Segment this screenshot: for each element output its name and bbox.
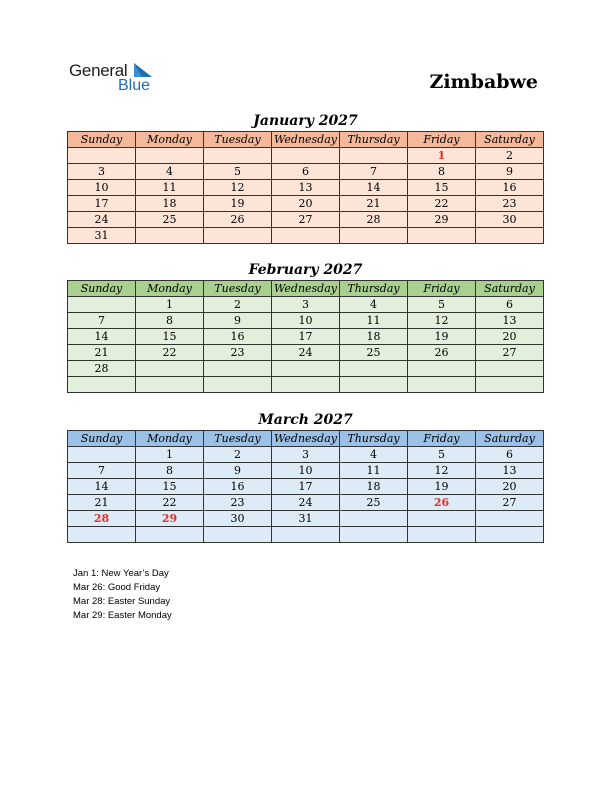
day-cell [68, 297, 136, 313]
weekday-header: Tuesday [204, 431, 272, 447]
day-cell: 28 [68, 361, 136, 377]
day-cell: 27 [476, 495, 544, 511]
weekday-header: Wednesday [272, 431, 340, 447]
week-row [68, 495, 544, 511]
weekday-header: Saturday [476, 281, 544, 297]
day-cell: 15 [136, 329, 204, 345]
day-cell: 4 [340, 297, 408, 313]
day-cell [272, 361, 340, 377]
day-cell [204, 228, 272, 244]
day-cell [408, 361, 476, 377]
month-january [67, 111, 544, 244]
holiday-item: Mar 26: Good Friday [73, 582, 161, 593]
day-cell [340, 527, 408, 543]
day-cell: 1 [136, 447, 204, 463]
day-cell: 8 [136, 313, 204, 329]
day-cell [476, 511, 544, 527]
day-cell [408, 377, 476, 393]
day-cell: 21 [340, 196, 408, 212]
day-cell: 30 [204, 511, 272, 527]
day-cell [476, 527, 544, 543]
day-cell: 26 [204, 212, 272, 228]
weekday-header: Saturday [476, 132, 544, 148]
day-cell: 25 [340, 495, 408, 511]
day-cell [476, 361, 544, 377]
day-cell: 25 [340, 345, 408, 361]
weekday-header-row [68, 281, 544, 297]
day-cell: 26 [408, 345, 476, 361]
weekday-header: Wednesday [272, 281, 340, 297]
calendar-table [67, 131, 544, 244]
day-cell: 11 [340, 463, 408, 479]
day-cell: 2 [204, 297, 272, 313]
logo-general-text: General [69, 61, 128, 80]
week-row [68, 527, 544, 543]
month-march [67, 410, 544, 543]
day-cell: 3 [272, 297, 340, 313]
day-cell [340, 361, 408, 377]
day-cell: 12 [204, 180, 272, 196]
day-cell: 19 [408, 479, 476, 495]
day-cell: 5 [204, 164, 272, 180]
month-title: January 2027 [253, 113, 358, 129]
day-cell: 20 [476, 479, 544, 495]
week-row [68, 329, 544, 345]
weekday-header: Sunday [68, 431, 136, 447]
week-row [68, 196, 544, 212]
day-cell: 1 [408, 148, 476, 164]
day-cell: 10 [272, 463, 340, 479]
day-cell: 13 [476, 463, 544, 479]
day-cell: 23 [476, 196, 544, 212]
country-title: Zimbabwe [429, 71, 538, 93]
day-cell [408, 228, 476, 244]
day-cell: 12 [408, 313, 476, 329]
day-cell: 15 [408, 180, 476, 196]
week-row [68, 148, 544, 164]
day-cell: 29 [408, 212, 476, 228]
day-cell: 22 [136, 345, 204, 361]
day-cell: 9 [204, 463, 272, 479]
day-cell: 19 [204, 196, 272, 212]
day-cell: 24 [272, 495, 340, 511]
day-cell: 4 [136, 164, 204, 180]
day-cell [476, 228, 544, 244]
day-cell: 21 [68, 345, 136, 361]
weekday-header: Saturday [476, 431, 544, 447]
day-cell [272, 228, 340, 244]
day-cell [272, 377, 340, 393]
day-cell [340, 228, 408, 244]
logo [69, 61, 169, 97]
weekday-header: Thursday [340, 132, 408, 148]
holiday-item: Jan 1: New Year’s Day [73, 568, 169, 579]
day-cell [136, 527, 204, 543]
day-cell: 31 [272, 511, 340, 527]
holiday-list [73, 567, 172, 623]
day-cell [408, 511, 476, 527]
weekday-header: Tuesday [204, 132, 272, 148]
logo-blue-text: Blue [118, 77, 151, 94]
day-cell: 16 [204, 329, 272, 345]
day-cell: 6 [272, 164, 340, 180]
day-cell: 18 [340, 329, 408, 345]
weekday-header: Wednesday [272, 132, 340, 148]
day-cell: 20 [272, 196, 340, 212]
weekday-header: Monday [136, 281, 204, 297]
day-cell: 19 [408, 329, 476, 345]
day-cell: 22 [136, 495, 204, 511]
day-cell: 10 [68, 180, 136, 196]
day-cell [136, 377, 204, 393]
day-cell: 14 [68, 329, 136, 345]
day-cell: 16 [204, 479, 272, 495]
weekday-header: Monday [136, 431, 204, 447]
day-cell: 17 [272, 479, 340, 495]
day-cell: 20 [476, 329, 544, 345]
weekday-header: Monday [136, 132, 204, 148]
weekday-header-row [68, 431, 544, 447]
day-cell: 26 [408, 495, 476, 511]
day-cell: 18 [340, 479, 408, 495]
month-title: February 2027 [248, 262, 363, 278]
calendar-table [67, 280, 544, 393]
weekday-header: Sunday [68, 132, 136, 148]
day-cell: 7 [68, 463, 136, 479]
day-cell [204, 527, 272, 543]
logo-triangle-icon [134, 63, 154, 77]
day-cell: 8 [408, 164, 476, 180]
day-cell: 4 [340, 447, 408, 463]
day-cell: 24 [272, 345, 340, 361]
day-cell: 22 [408, 196, 476, 212]
day-cell [272, 527, 340, 543]
day-cell: 17 [68, 196, 136, 212]
day-cell [136, 361, 204, 377]
holiday-item: Mar 29: Easter Monday [73, 610, 172, 621]
day-cell [340, 511, 408, 527]
day-cell: 3 [68, 164, 136, 180]
day-cell: 7 [68, 313, 136, 329]
day-cell: 14 [68, 479, 136, 495]
day-cell: 16 [476, 180, 544, 196]
day-cell: 5 [408, 297, 476, 313]
holiday-item: Mar 28: Easter Sunday [73, 596, 171, 607]
calendar-table [67, 430, 544, 543]
day-cell: 30 [476, 212, 544, 228]
day-cell: 28 [68, 511, 136, 527]
day-cell: 27 [272, 212, 340, 228]
week-row [68, 164, 544, 180]
day-cell: 9 [476, 164, 544, 180]
day-cell [204, 377, 272, 393]
weekday-header-row [68, 132, 544, 148]
weekday-header: Thursday [340, 281, 408, 297]
day-cell [408, 527, 476, 543]
week-row [68, 447, 544, 463]
day-cell: 28 [340, 212, 408, 228]
month-february [67, 260, 544, 393]
day-cell: 8 [136, 463, 204, 479]
day-cell: 11 [340, 313, 408, 329]
weekday-header: Tuesday [204, 281, 272, 297]
day-cell [68, 447, 136, 463]
day-cell [136, 148, 204, 164]
week-row [68, 345, 544, 361]
day-cell [68, 148, 136, 164]
day-cell: 6 [476, 297, 544, 313]
week-row [68, 463, 544, 479]
week-row [68, 377, 544, 393]
day-cell: 11 [136, 180, 204, 196]
day-cell: 21 [68, 495, 136, 511]
day-cell: 25 [136, 212, 204, 228]
day-cell: 13 [476, 313, 544, 329]
weekday-header: Friday [408, 132, 476, 148]
day-cell: 5 [408, 447, 476, 463]
day-cell: 23 [204, 345, 272, 361]
day-cell [272, 148, 340, 164]
week-row [68, 180, 544, 196]
day-cell: 23 [204, 495, 272, 511]
week-row [68, 297, 544, 313]
week-row [68, 511, 544, 527]
day-cell [340, 377, 408, 393]
day-cell: 6 [476, 447, 544, 463]
day-cell: 1 [136, 297, 204, 313]
weekday-header: Sunday [68, 281, 136, 297]
week-row [68, 212, 544, 228]
day-cell: 3 [272, 447, 340, 463]
day-cell: 14 [340, 180, 408, 196]
week-row [68, 361, 544, 377]
weekday-header: Friday [408, 431, 476, 447]
day-cell: 7 [340, 164, 408, 180]
day-cell [204, 148, 272, 164]
weekday-header: Thursday [340, 431, 408, 447]
weekday-header: Friday [408, 281, 476, 297]
day-cell: 10 [272, 313, 340, 329]
day-cell: 18 [136, 196, 204, 212]
day-cell: 31 [68, 228, 136, 244]
day-cell: 13 [272, 180, 340, 196]
day-cell: 17 [272, 329, 340, 345]
day-cell: 2 [476, 148, 544, 164]
day-cell: 24 [68, 212, 136, 228]
day-cell [204, 361, 272, 377]
month-title: March 2027 [258, 412, 353, 428]
week-row [68, 479, 544, 495]
day-cell: 27 [476, 345, 544, 361]
day-cell [476, 377, 544, 393]
day-cell: 29 [136, 511, 204, 527]
day-cell [68, 527, 136, 543]
day-cell: 15 [136, 479, 204, 495]
day-cell: 2 [204, 447, 272, 463]
day-cell [340, 148, 408, 164]
week-row [68, 228, 544, 244]
day-cell: 12 [408, 463, 476, 479]
day-cell [68, 377, 136, 393]
day-cell: 9 [204, 313, 272, 329]
week-row [68, 313, 544, 329]
day-cell [136, 228, 204, 244]
